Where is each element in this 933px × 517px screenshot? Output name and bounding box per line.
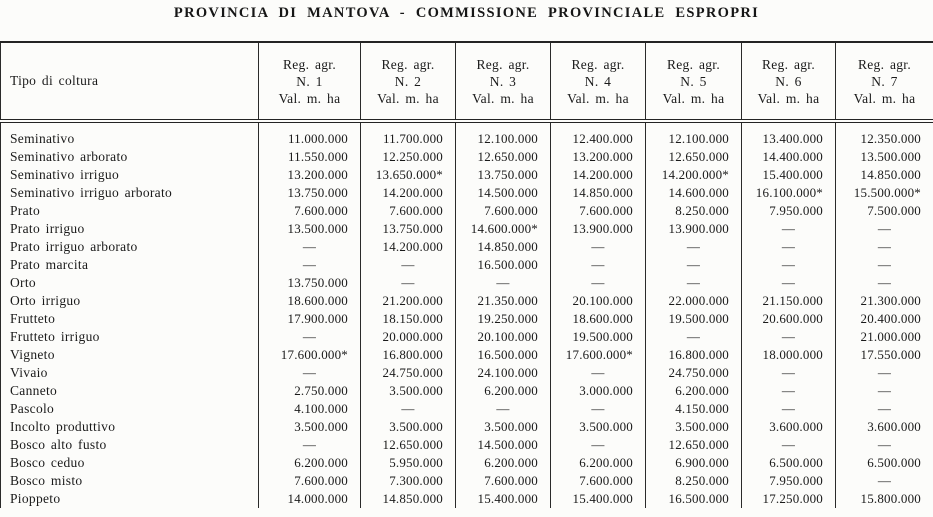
value-cell: 12.100.000 [646, 121, 742, 148]
value-cell: 16.500.000 [456, 256, 551, 274]
value-cell: — [836, 274, 933, 292]
header-row [1, 42, 933, 121]
value-cell: 12.250.000 [361, 148, 456, 166]
value-cell: 16.500.000 [646, 490, 742, 508]
value-cell: — [551, 364, 646, 382]
value-cell: 18.600.000 [259, 292, 361, 310]
value-cell: — [551, 400, 646, 418]
column-header-line: Val. m. ha [742, 90, 835, 107]
value-cell: 3.500.000 [259, 418, 361, 436]
table-body [1, 121, 933, 508]
table-header [1, 42, 933, 121]
row-label: Seminativo [1, 121, 259, 148]
table-row [1, 328, 933, 346]
value-cell: 21.150.000 [742, 292, 836, 310]
value-cell: 14.200.000* [646, 166, 742, 184]
row-label: Vigneto [1, 346, 259, 364]
value-cell: 21.300.000 [836, 292, 933, 310]
value-cell: 14.500.000 [456, 184, 551, 202]
table-row [1, 238, 933, 256]
column-header-line: N. 4 [551, 73, 645, 90]
value-cell: 13.750.000 [361, 220, 456, 238]
value-cell: 7.600.000 [259, 472, 361, 490]
value-cell: — [742, 400, 836, 418]
value-cell: 14.200.000 [551, 166, 646, 184]
table-row [1, 220, 933, 238]
value-cell: 3.500.000 [361, 418, 456, 436]
value-cell: 13.750.000 [259, 274, 361, 292]
value-cell: 6.900.000 [646, 454, 742, 472]
value-cell: 16.100.000* [742, 184, 836, 202]
value-cell: 6.500.000 [836, 454, 933, 472]
row-label: Seminativo irriguo [1, 166, 259, 184]
value-cell: 12.650.000 [646, 148, 742, 166]
column-header-line: Reg. agr. [361, 56, 455, 73]
value-cell: — [836, 220, 933, 238]
row-label: Prato irriguo [1, 220, 259, 238]
value-cell: 14.200.000 [361, 238, 456, 256]
value-cell: 24.750.000 [646, 364, 742, 382]
value-cell: 13.500.000 [836, 148, 933, 166]
value-cell: 21.350.000 [456, 292, 551, 310]
value-cell: — [551, 436, 646, 454]
row-label: Seminativo arborato [1, 148, 259, 166]
row-label: Bosco alto fusto [1, 436, 259, 454]
expropriation-values-table [0, 41, 933, 508]
value-cell: — [361, 256, 456, 274]
value-cell: — [551, 238, 646, 256]
value-cell: 17.900.000 [259, 310, 361, 328]
value-cell: — [646, 256, 742, 274]
value-cell: — [361, 274, 456, 292]
value-cell: — [259, 436, 361, 454]
value-cell: 12.650.000 [456, 148, 551, 166]
column-header-n-6 [742, 42, 836, 121]
value-cell: 17.250.000 [742, 490, 836, 508]
value-cell: — [742, 382, 836, 400]
value-cell: 7.600.000 [551, 202, 646, 220]
table-row [1, 256, 933, 274]
value-cell: 15.400.000 [456, 490, 551, 508]
value-cell: 20.600.000 [742, 310, 836, 328]
value-cell: — [646, 328, 742, 346]
value-cell: 6.200.000 [259, 454, 361, 472]
value-cell: 8.250.000 [646, 472, 742, 490]
value-cell: 3.500.000 [551, 418, 646, 436]
value-cell: 13.200.000 [259, 166, 361, 184]
row-label: Orto [1, 274, 259, 292]
column-header-line: Reg. agr. [551, 56, 645, 73]
column-header-line: Reg. agr. [646, 56, 741, 73]
value-cell: — [742, 256, 836, 274]
column-header-line: Val. m. ha [361, 90, 455, 107]
column-header-line: N. 1 [259, 73, 360, 90]
value-cell: 8.250.000 [646, 202, 742, 220]
column-header-line: N. 7 [836, 73, 933, 90]
value-cell: 2.750.000 [259, 382, 361, 400]
value-cell: 3.500.000 [361, 382, 456, 400]
column-header-line: Val. m. ha [836, 90, 933, 107]
value-cell: — [551, 274, 646, 292]
value-cell: 3.500.000 [456, 418, 551, 436]
value-cell: 21.000.000 [836, 328, 933, 346]
value-cell: 6.200.000 [646, 382, 742, 400]
value-cell: 7.600.000 [456, 472, 551, 490]
value-cell: 3.500.000 [646, 418, 742, 436]
value-cell: 12.100.000 [456, 121, 551, 148]
value-cell: — [836, 382, 933, 400]
column-header-line: N. 3 [456, 73, 550, 90]
row-label: Frutteto irriguo [1, 328, 259, 346]
column-header-line: Reg. agr. [836, 56, 933, 73]
value-cell: 14.850.000 [551, 184, 646, 202]
column-header-line: N. 5 [646, 73, 741, 90]
value-cell: 13.750.000 [456, 166, 551, 184]
table-row [1, 121, 933, 148]
row-label: Pioppeto [1, 490, 259, 508]
column-header-line: Val. m. ha [551, 90, 645, 107]
value-cell: — [259, 364, 361, 382]
value-cell: — [259, 238, 361, 256]
value-cell: 14.000.000 [259, 490, 361, 508]
value-cell: 7.300.000 [361, 472, 456, 490]
value-cell: 14.500.000 [456, 436, 551, 454]
value-cell: 15.400.000 [742, 166, 836, 184]
value-cell: — [456, 400, 551, 418]
row-label: Bosco misto [1, 472, 259, 490]
column-header-line: Reg. agr. [742, 56, 835, 73]
column-header-line: Reg. agr. [456, 56, 550, 73]
value-cell: 24.750.000 [361, 364, 456, 382]
value-cell: 13.650.000* [361, 166, 456, 184]
value-cell: 15.500.000* [836, 184, 933, 202]
value-cell: 12.400.000 [551, 121, 646, 148]
value-cell: — [259, 328, 361, 346]
value-cell: 15.800.000 [836, 490, 933, 508]
row-label: Vivaio [1, 364, 259, 382]
value-cell: 17.600.000* [259, 346, 361, 364]
row-label: Incolto produttivo [1, 418, 259, 436]
value-cell: 20.100.000 [551, 292, 646, 310]
row-label: Orto irriguo [1, 292, 259, 310]
value-cell: — [646, 274, 742, 292]
table-row [1, 274, 933, 292]
table-row [1, 436, 933, 454]
value-cell: 14.850.000 [836, 166, 933, 184]
column-header-n-4 [551, 42, 646, 121]
value-cell: 13.400.000 [742, 121, 836, 148]
value-cell: 13.500.000 [259, 220, 361, 238]
column-header-n-1 [259, 42, 361, 121]
value-cell: 20.400.000 [836, 310, 933, 328]
value-cell: 17.600.000* [551, 346, 646, 364]
column-header-line: N. 2 [361, 73, 455, 90]
column-header-n-7 [836, 42, 933, 121]
value-cell: 20.000.000 [361, 328, 456, 346]
page-title: PROVINCIA DI MANTOVA - COMMISSIONE PROVINCIALE ESPROPRI [0, 5, 933, 22]
value-cell: 7.950.000 [742, 472, 836, 490]
value-cell: 11.000.000 [259, 121, 361, 148]
value-cell: 14.850.000 [456, 238, 551, 256]
value-cell: 19.500.000 [551, 328, 646, 346]
row-label: Seminativo irriguo arborato [1, 184, 259, 202]
value-cell: — [259, 256, 361, 274]
value-cell: 4.150.000 [646, 400, 742, 418]
table-row [1, 400, 933, 418]
table-row [1, 364, 933, 382]
value-cell: — [836, 436, 933, 454]
value-cell: 13.900.000 [551, 220, 646, 238]
value-cell: 12.650.000 [361, 436, 456, 454]
value-cell: 7.600.000 [551, 472, 646, 490]
value-cell: 12.350.000 [836, 121, 933, 148]
value-cell: — [742, 436, 836, 454]
value-cell: — [742, 238, 836, 256]
value-cell: 7.600.000 [259, 202, 361, 220]
value-cell: — [742, 220, 836, 238]
value-cell: 19.250.000 [456, 310, 551, 328]
value-cell: 6.200.000 [551, 454, 646, 472]
value-cell: 16.800.000 [361, 346, 456, 364]
value-cell: — [742, 328, 836, 346]
value-cell: — [742, 274, 836, 292]
table-row [1, 490, 933, 508]
value-cell: 16.800.000 [646, 346, 742, 364]
value-cell: 7.600.000 [361, 202, 456, 220]
row-label: Prato marcita [1, 256, 259, 274]
row-label: Frutteto [1, 310, 259, 328]
table-row [1, 346, 933, 364]
column-header-tipo-di-coltura: Tipo di coltura [1, 42, 259, 121]
value-cell: 13.750.000 [259, 184, 361, 202]
value-cell: 7.950.000 [742, 202, 836, 220]
value-cell: — [836, 256, 933, 274]
row-label: Prato irriguo arborato [1, 238, 259, 256]
column-header-n-5 [646, 42, 742, 121]
value-cell: 3.000.000 [551, 382, 646, 400]
value-cell: — [836, 238, 933, 256]
table-row [1, 382, 933, 400]
value-cell: 24.100.000 [456, 364, 551, 382]
value-cell: 7.600.000 [456, 202, 551, 220]
row-label: Pascolo [1, 400, 259, 418]
value-cell: 6.200.000 [456, 382, 551, 400]
value-cell: 17.550.000 [836, 346, 933, 364]
value-cell: 18.600.000 [551, 310, 646, 328]
value-cell: — [646, 238, 742, 256]
column-header-line: Reg. agr. [259, 56, 360, 73]
value-cell: 15.400.000 [551, 490, 646, 508]
value-cell: 14.400.000 [742, 148, 836, 166]
value-cell: 12.650.000 [646, 436, 742, 454]
value-cell: — [836, 472, 933, 490]
table-row [1, 292, 933, 310]
value-cell: 14.600.000* [456, 220, 551, 238]
column-header-line: N. 6 [742, 73, 835, 90]
value-cell: 13.900.000 [646, 220, 742, 238]
value-cell: 14.200.000 [361, 184, 456, 202]
value-cell: 3.600.000 [742, 418, 836, 436]
value-cell: 21.200.000 [361, 292, 456, 310]
value-cell: 4.100.000 [259, 400, 361, 418]
value-cell: 11.700.000 [361, 121, 456, 148]
value-cell: 3.600.000 [836, 418, 933, 436]
value-cell: — [836, 400, 933, 418]
table-row [1, 310, 933, 328]
value-cell: — [361, 400, 456, 418]
value-cell: 14.600.000 [646, 184, 742, 202]
value-cell: 22.000.000 [646, 292, 742, 310]
table-row [1, 184, 933, 202]
table-row [1, 418, 933, 436]
value-cell: — [836, 364, 933, 382]
row-label: Prato [1, 202, 259, 220]
value-cell: 11.550.000 [259, 148, 361, 166]
value-cell: 5.950.000 [361, 454, 456, 472]
table-row [1, 166, 933, 184]
table-row [1, 148, 933, 166]
column-header-line: Val. m. ha [646, 90, 741, 107]
value-cell: — [551, 256, 646, 274]
table-row [1, 472, 933, 490]
document-page [0, 5, 933, 508]
value-cell: 18.150.000 [361, 310, 456, 328]
value-cell: — [456, 274, 551, 292]
column-header-n-2 [361, 42, 456, 121]
value-cell: 18.000.000 [742, 346, 836, 364]
value-cell: 20.100.000 [456, 328, 551, 346]
value-cell: 6.500.000 [742, 454, 836, 472]
column-header-line: Val. m. ha [456, 90, 550, 107]
row-label: Canneto [1, 382, 259, 400]
value-cell: 13.200.000 [551, 148, 646, 166]
value-cell: 7.500.000 [836, 202, 933, 220]
value-cell: 6.200.000 [456, 454, 551, 472]
row-label: Bosco ceduo [1, 454, 259, 472]
table-row [1, 454, 933, 472]
value-cell: 16.500.000 [456, 346, 551, 364]
value-cell: — [742, 364, 836, 382]
column-header-n-3 [456, 42, 551, 121]
table-row [1, 202, 933, 220]
value-cell: 14.850.000 [361, 490, 456, 508]
column-header-line: Val. m. ha [259, 90, 360, 107]
value-cell: 19.500.000 [646, 310, 742, 328]
